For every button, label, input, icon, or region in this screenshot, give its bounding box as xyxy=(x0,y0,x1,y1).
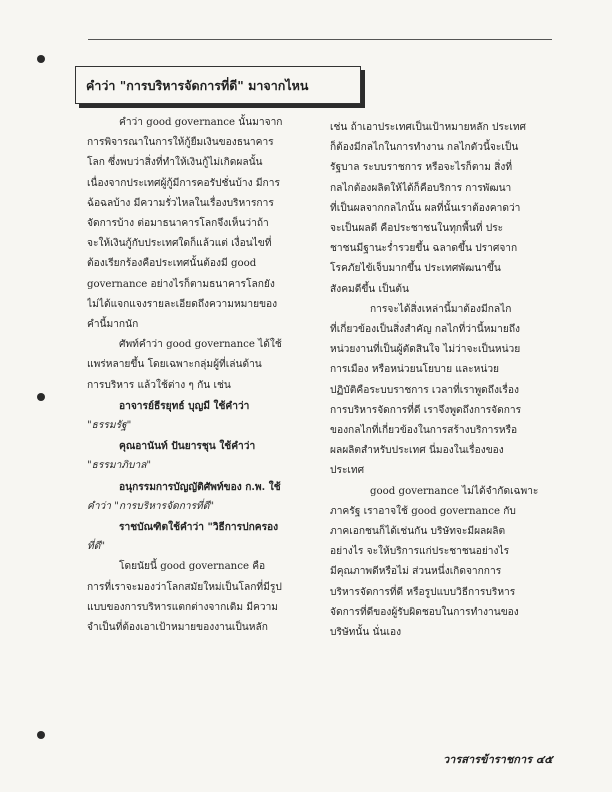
quoted-term: คำว่า "การบริหารจัดการที่ดี" xyxy=(87,500,215,512)
paragraph-line: ชาชนมีฐานะร่ำรวยขึ้น ฉลาดขึ้น ปราศจาก xyxy=(330,243,518,255)
punch-hole-middle xyxy=(37,393,45,401)
paragraph-line: ที่เกี่ยวข้องเป็นสิ่งสำคัญ กลไกที่ว่านี้หมายถึง xyxy=(330,324,520,336)
paragraph-line: จัดการบ้าง ต่อมาธนาคารโลกจึงเห็นว่าถ้า xyxy=(87,218,269,230)
paragraph-line: ที่เป็นผลจากกลไกนั้น ผลที่นั้นเราต้องคาดว่า xyxy=(330,202,521,214)
paragraph-line: จำเป็นที่ต้องเอาเป้าหมายของงานเป็นหลัก xyxy=(87,622,268,634)
paragraph-line: บริหารจัดการที่ดี หรือรูปแบบวิธีการบริหาร xyxy=(330,586,516,598)
quote-author-line: อาจารย์ธีรยุทธ์ บุญมี ใช้คำว่า xyxy=(119,399,250,412)
paragraph-line: การบริหาร แล้วใช้ต่าง ๆ กัน เช่น xyxy=(87,379,231,391)
paragraph-line: ต้องเรียกร้องคือประเทศนั้นต้องมี good xyxy=(87,258,257,270)
paragraph-line: สังคมดีขึ้น เป็นต้น xyxy=(330,283,409,295)
paragraph-line: การบริหารจัดการที่ดี เราจึงพูดถึงการจัดการ xyxy=(330,404,522,416)
quote-author-line: ราชบัณฑิตใช้คำว่า "วิธีการปกครอง xyxy=(119,521,279,534)
quote-author-line: อนุกรรมการบัญญัติศัพท์ของ ก.พ. ใช้ xyxy=(119,480,281,493)
paragraph-line: โลก ซึ่งพบว่าสิ่งที่ทำให้เงินกู้ไม่เกิดผลนั้น xyxy=(87,157,263,169)
paragraph-line: คำนี้มากนัก xyxy=(87,319,139,331)
paragraph-line: กลไกต้องผลิตให้ได้ก็คือบริการ การพัฒนา xyxy=(330,182,512,194)
paragraph-line: ไม่ได้แจกแจงรายละเอียดถึงความหมายของ xyxy=(87,298,278,310)
paragraph-line: การจะได้สิ่งเหล่านี้มาต้องมีกลไก xyxy=(370,303,512,315)
quoted-term: ที่ดี" xyxy=(87,541,106,553)
paragraph-line: เช่น ถ้าเอาประเทศเป็นเป้าหมายหลัก ประเทศ xyxy=(330,122,527,133)
paragraph-line: โรคภัยไข้เจ็บมากขึ้น ประเทศพัฒนาขึ้น xyxy=(330,263,501,275)
paragraph-line: จะเป็นผลดี คือประชาชนในทุกพื้นที่ ประ xyxy=(330,223,504,235)
quote-author-line: คุณอานันท์ ปันยารชุน ใช้คำว่า xyxy=(119,440,256,453)
paragraph-line: แพร่หลายขึ้น โดยเฉพาะกลุ่มผู้ที่เล่นด้าน xyxy=(87,359,262,371)
left-column xyxy=(87,113,317,638)
paragraph-line: ศัพท์คำว่า good governance ได้ใช้ xyxy=(119,339,282,351)
title-box xyxy=(75,66,361,104)
header-rule xyxy=(88,39,552,40)
paragraph-line: good governance ไม่ได้จำกัดเฉพาะ xyxy=(370,485,539,497)
paragraph-line: โดยนัยนี้ good governance คือ xyxy=(119,561,266,573)
paragraph-line: ก็ต้องมีกลไกในการทำงาน กลไกตัวนี้จะเป็น xyxy=(330,142,519,154)
punch-hole-top xyxy=(37,55,45,63)
paragraph-line: governance อย่างไรก็ตามธนาคารโลกยัง xyxy=(87,278,275,290)
paragraph-line: ฉ้อฉลบ้าง มีความรั่วไหลในเรื่องบริหารการ xyxy=(87,197,274,209)
paragraph-line: คำว่า good governance นั้นมาจาก xyxy=(119,117,283,128)
paragraph-line: ประเทศ xyxy=(330,465,365,477)
punch-hole-bottom xyxy=(37,731,45,739)
paragraph-line: บริษัทนั้น นั่นเอง xyxy=(330,627,402,639)
paragraph-line: ภาคเอกชนก็ได้เช่นกัน บริษัทจะมีผลผลิต xyxy=(330,526,506,538)
paragraph-line: ของกลไกที่เกี่ยวข้องในการสร้างบริการหรือ xyxy=(330,425,518,437)
right-column xyxy=(330,118,552,643)
paragraph-line: แบบของการบริหารแตกต่างจากเดิม มีความ xyxy=(87,601,279,613)
paragraph-line: ภาครัฐ เราอาจใช้ good governance กับ xyxy=(330,505,516,517)
paragraph-line: การที่เราจะมองว่าโลกสมัยใหม่เป็นโลกที่มีรูป xyxy=(87,581,282,593)
paragraph-line: การพิจารณาในการให้กู้ยืมเงินของธนาคาร xyxy=(87,137,274,149)
quoted-term: "ธรรมรัฐ" xyxy=(87,420,132,432)
paragraph-line: มีคุณภาพดีหรือไม่ ส่วนหนึ่งเกิดจากการ xyxy=(330,566,502,578)
paragraph-line: รัฐบาล ระบบราชการ หรือจะไรก็ตาม สิ่งที่ xyxy=(330,162,513,174)
article-title: คำว่า "การบริหารจัดการที่ดี" มาจากไหน xyxy=(86,78,309,93)
paragraph-line: จะให้เงินกู้กับประเทศใดก็แล้วแต่ เงื่อนไขที่ xyxy=(87,238,272,250)
paragraph-line: ผลผลิตสำหรับประเทศ นี่มองในเรื่องของ xyxy=(330,445,504,457)
paragraph-line: การเมือง หรือหน่วยนโยบาย และหน่วย xyxy=(330,364,500,376)
page-footer: วารสารข้าราชการ ๔๕ xyxy=(443,753,553,766)
quoted-term: "ธรรมาภิบาล" xyxy=(87,460,152,472)
paragraph-line: จัดการที่ดีของผู้รับผิดชอบในการทำงานของ xyxy=(330,606,519,618)
paragraph-line: หน่วยงานที่เป็นผู้ตัดสินใจ ไม่ว่าจะเป็นหน่วย xyxy=(330,344,521,356)
paragraph-line: เนื่องจากประเทศผู้กู้มีการคอรัปชั่นบ้าง มีการ xyxy=(87,177,280,189)
paragraph-line: อย่างไร จะให้บริการแก่ประชาชนอย่างไร xyxy=(330,546,510,558)
paragraph-line: ปฏิบัติคือระบบราชการ เวลาที่เราพูดถึงเรื่อง xyxy=(330,384,519,396)
